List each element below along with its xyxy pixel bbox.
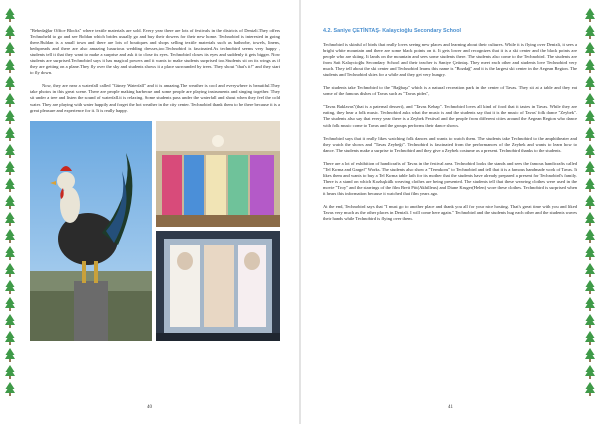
right-page (301, 0, 600, 424)
tree-icon (585, 212, 595, 226)
tree-icon (585, 8, 595, 22)
tree-icon (5, 212, 15, 226)
tree-icon (5, 229, 15, 243)
tree-icon (585, 144, 595, 158)
right-paragraph-3: "Tavas Baklavas"(that is a paternal dessert), and "Tavas Kebap". Technobird loves all kind of food that it tastes in Tavas. While they are eating, they hear a folk music. Technobird asks what the music is and the students say that it is the music of Tavas' folk dance "Zeybek". The students also say that every year there is a Zeybek Festival and the people from different cities around the Aegean Region who dance with folk music come to Tavas and the groups performs their dance shows. (323, 104, 577, 128)
left-paragraph-2: Now, they are near a waterfall called "Güney Waterfall" and it is amazing.The weather is cool and everywhere is beautiful.They take photos in this great scene. There are people making barbecue and some people are playing instruments and singing together. They sit under a tree and listen the sound of waterfall.it is relaxing. Some students pass under the waterfall and shout when they feel the cold water. They are playing with water happily and forget the hot weather in the city center. Technobird thank them to be there because it is a great pleasure and experience for it. It is really happy. (30, 83, 280, 113)
left-page (0, 0, 299, 424)
tree-icon (585, 42, 595, 56)
tree-icon (585, 178, 595, 192)
tree-icon (585, 195, 595, 209)
tree-icon (585, 246, 595, 260)
right-paragraph-1: Technobird is skinful of birds that really loves seeing new places and learning about their cultures. While it is flying over Denizli, it sees a bright white mountain and there are some black points on it. It gets lower and recognizes that it is a ski center and the black points are people who are skiing. It lands on the mountain and sees some students there. The students also come to the Technobird. The students are from Sait Kalaycioğlu Secondary School and their teacher is Saniye Çetintaş. They meet each other and students love Technobird very much. They tell about the ski center and Technobird learns this name is "Bozdağ" and it is the largest ski center in the Aegean Region. The students and Technobird skies for a while and they get very hungry. (323, 42, 577, 78)
tree-icon (585, 110, 595, 124)
tree-icon (585, 76, 595, 90)
tree-icon (585, 161, 595, 175)
tree-icon (585, 25, 595, 39)
tree-icon (585, 229, 595, 243)
tree-icon (585, 348, 595, 362)
tree-icon (5, 93, 15, 107)
tree-icon (5, 8, 15, 22)
tree-icon (5, 314, 15, 328)
tree-icon (5, 161, 15, 175)
tree-icon (5, 331, 15, 345)
tree-icon (585, 127, 595, 141)
tree-icon (5, 365, 15, 379)
tree-icon (5, 382, 15, 396)
tree-icon (585, 331, 595, 345)
tree-icon (5, 127, 15, 141)
tree-icon (5, 144, 15, 158)
tree-icon (5, 195, 15, 209)
page-number-right: 41 (448, 405, 453, 410)
tree-icon (585, 263, 595, 277)
textile-shop-photo (156, 121, 280, 227)
rooster-statue-photo (30, 121, 152, 341)
tree-icon (5, 246, 15, 260)
page-number-left: 40 (147, 405, 152, 410)
right-paragraph-4: Technobird says that it really likes watching folk dances and wants to watch them. The students take Technobird to the amphitheater and they watch the shows and "Tavas Zeybeği". Technobird is fascinated from the performances of the Zeybek and wants to learn how to dance. The students make a surprise to Technobird and they give a Zeybek costume as a present. Technobird thanks to the students. (323, 135, 577, 153)
tree-icon (5, 110, 15, 124)
section-title: 4.2. Saniye ÇETİNTAŞ- Kalaycioğlu Secondary School (323, 28, 461, 34)
right-page-content (323, 28, 577, 229)
tree-icon (585, 280, 595, 294)
tree-icon (5, 348, 15, 362)
tree-icon (5, 263, 15, 277)
photo-collage (30, 121, 280, 341)
tree-icon (585, 314, 595, 328)
tree-icon (5, 42, 15, 56)
tree-icon (5, 280, 15, 294)
tree-icon (585, 297, 595, 311)
right-paragraph-6: At the end, Technobird says that "I must go to another place and thank you all for your nice hosting. That's great time with you and liked Tavas very much as the other places in Denizli. I will come here again." Technobird and the students hug each other and the students waves their hands while Technobird is flying over them. (323, 203, 577, 222)
tree-icon (585, 365, 595, 379)
tree-border-right (585, 8, 595, 412)
tree-border-left (5, 8, 15, 412)
left-paragraph-1: "Bebedağlar Office Blocks" where textile materials are sold. Every year there are lots of festivals in the districts of Denizli.They offers Technoheld to go and see Boldan which brides usually go and buy their dowers for their new home. Technobird is interested in going there.Buldan is a small town and there are lots of boutiques and shops selling textile materials such as bathrobe, towels, linens, bedspreads and there are also amazing luxurious wedding dresses,too.Technobird is fascinated.As technobird seems very happy , students tell it that they want to make a surprise and ask it to close its eyes. Technobird closes its eyes and suddenly it gets bigger. Now students are surprised.Technobird says it has magical powers and it wants to make students surprised too.Students sit on its wings as if they are getting on a plane.They fly over the sky and students shows it a place surrounded by trees. They shout "that's it!" and they start to fly down. (30, 28, 280, 76)
tree-icon (5, 76, 15, 90)
right-paragraph-2: The students take Technobird to the "Bağbaşı" which is a natural recreation park in the center of Tavas. They sit at a table and they eat some of the famous dishes of Tavas such as "Tavas pides", (323, 85, 577, 97)
tree-icon (5, 59, 15, 73)
tree-icon (585, 382, 595, 396)
tree-icon (585, 93, 595, 107)
tree-icon (5, 25, 15, 39)
left-page-content (30, 28, 280, 341)
right-paragraph-5: There are a lot of exhibition of handicrafts of Tavas in the festival area. Technobird looks the stands and sees the famous handicrafts called "Tel Kırma and Gargef" Works. The students also show a "Termkoru" to Technobird and tell that it is a famous handmade work of Tavas. It likes them and wants to buy a Tel Kırma table lath for its mother that the students have already prepared a present for Technobird's family. There is a stand on which Kozluşkülk weaving clothes are being presented. The students tell that these weaving clothes were used in the movie "Troy" and the starrings of the film Brett Pitt(Akhilleus) and Diane Kruger(Helen) wore these clothes. Technobird is surprised when it hears this information because it watched that film years ago. (323, 160, 577, 196)
tree-icon (5, 297, 15, 311)
tree-icon (585, 59, 595, 73)
window-display-photo (156, 231, 280, 341)
tree-icon (5, 178, 15, 192)
